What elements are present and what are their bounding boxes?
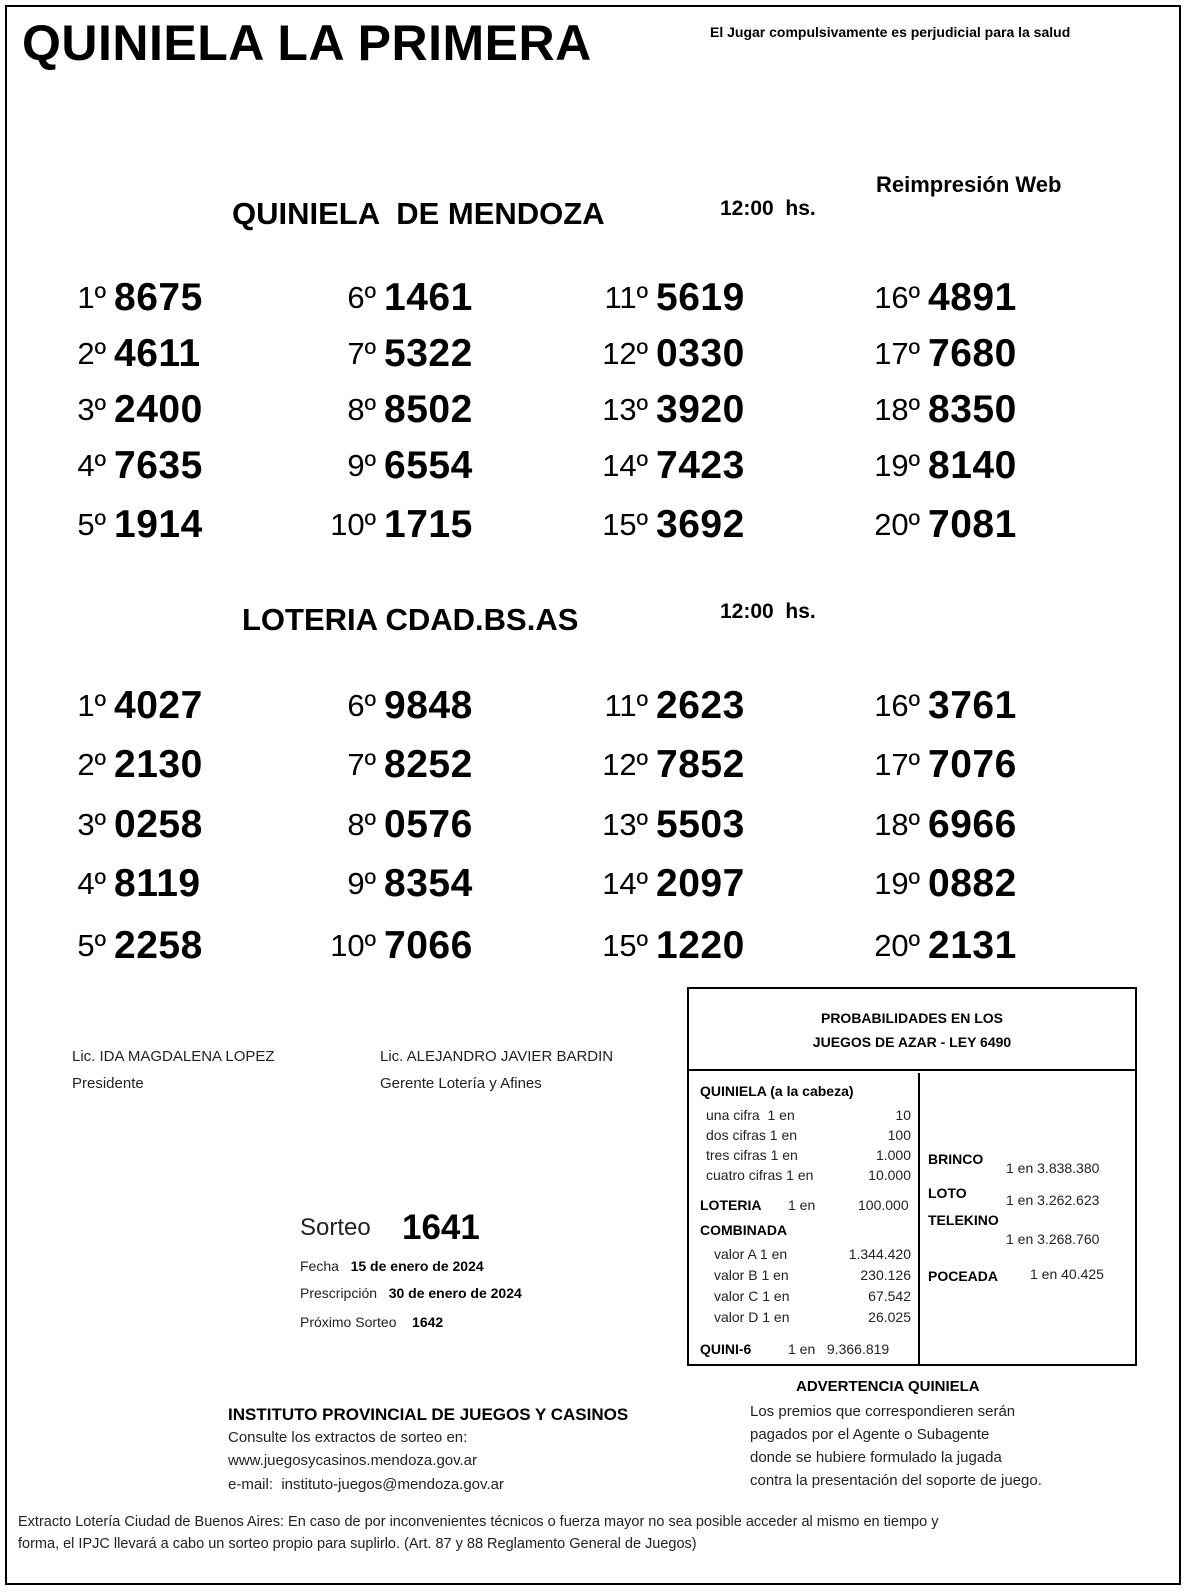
result-number: 5503: [656, 803, 745, 846]
result-number: 7423: [656, 444, 745, 487]
result-number: 4891: [928, 276, 1017, 319]
prob-row-value: 1.000: [875, 1147, 911, 1163]
result-number: 2131: [928, 924, 1017, 967]
prob-row-value: 26.025: [868, 1309, 911, 1325]
page-title: QUINIELA LA PRIMERA: [22, 15, 592, 71]
result-number: 7680: [928, 332, 1017, 375]
result-number: 8252: [384, 743, 473, 786]
result-position: 7º: [347, 336, 376, 371]
poceada-prob-value: 1 en 40.425: [1030, 1266, 1104, 1282]
advertencia-title: ADVERTENCIA QUINIELA: [796, 1378, 980, 1395]
signature-right-name: Lic. ALEJANDRO JAVIER BARDIN: [380, 1048, 614, 1065]
telekino-prob-label: TELEKINO: [928, 1212, 999, 1228]
signature-left-role: Presidente: [72, 1075, 144, 1092]
result-position: 6º: [347, 688, 376, 723]
prob-row-value: 10: [895, 1107, 911, 1123]
result-number: 7076: [928, 743, 1017, 786]
prescripcion-label: Prescripción: [300, 1285, 378, 1301]
result-position: 11º: [604, 280, 648, 315]
loto-prob-label: LOTO: [928, 1185, 967, 1201]
advertencia-line: Los premios que correspondieren serán: [750, 1403, 1016, 1420]
advertencia-line: pagados por el Agente o Subagente: [750, 1426, 990, 1443]
result-position: 15º: [602, 928, 648, 963]
result-position: 16º: [874, 688, 920, 723]
result-position: 7º: [347, 747, 376, 782]
draw-time-ciudad: 12:00 hs.: [720, 600, 816, 623]
prescripcion-row: [300, 1285, 522, 1301]
advertencia-line: donde se hubiere formulado la jugada: [750, 1449, 1002, 1466]
result-position: 15º: [602, 507, 648, 542]
draw-time-mendoza: 12:00 hs.: [720, 197, 816, 220]
result-number: 7635: [114, 444, 203, 487]
result-position: 17º: [874, 747, 920, 782]
health-warning: El Jugar compulsivamente es perjudicial para la salud: [710, 24, 1071, 40]
result-position: 6º: [347, 280, 376, 315]
footer-line2: forma, el IPJC llevará a cabo un sorteo propio para suplirlo. (Art. 87 y 88 Reglamento General de Juegos): [18, 1536, 697, 1552]
loteria-prob-en: 1 en: [788, 1197, 816, 1213]
prob-row-label: una cifra 1 en: [706, 1107, 795, 1123]
result-number: 2130: [114, 743, 203, 786]
result-position: 19º: [874, 448, 920, 483]
prob-row-value: 1.344.420: [848, 1246, 911, 1262]
fecha-value: 15 de enero de 2024: [350, 1258, 484, 1274]
result-position: 1º: [77, 688, 106, 723]
result-number: 1914: [114, 503, 203, 546]
quini6-prob-value: 1 en 9.366.819: [788, 1341, 890, 1357]
result-number: 1220: [656, 924, 745, 967]
prob-row-value: 10.000: [868, 1167, 911, 1183]
result-number: 1715: [384, 503, 473, 546]
prob-row-label: valor D 1 en: [714, 1309, 790, 1325]
result-number: 4611: [114, 332, 201, 375]
result-number: 0258: [114, 803, 203, 846]
result-number: 8502: [384, 388, 473, 431]
result-number: 7852: [656, 743, 745, 786]
loteria-prob-label: LOTERIA: [700, 1197, 762, 1213]
prescripcion-value: 30 de enero de 2024: [388, 1285, 522, 1301]
proximo-label: Próximo Sorteo: [300, 1314, 397, 1330]
prob-row-label: valor C 1 en: [714, 1288, 790, 1304]
result-position: 5º: [77, 507, 106, 542]
signature-right-role: Gerente Lotería y Afines: [380, 1075, 542, 1092]
institute-website: www.juegosycasinos.mendoza.gov.ar: [228, 1452, 478, 1469]
result-position: 1º: [77, 280, 106, 315]
quini6-prob-label: QUINI-6: [700, 1341, 752, 1357]
draw-title-ciudad: LOTERIA CDAD.BS.AS: [242, 602, 579, 637]
result-position: 10º: [330, 928, 376, 963]
result-number: 2623: [656, 684, 745, 727]
prob-title-line2: JUEGOS DE AZAR - LEY 6490: [812, 1034, 1012, 1050]
prob-row-label: valor A 1 en: [714, 1246, 788, 1262]
result-number: 3692: [656, 503, 745, 546]
result-position: 20º: [874, 928, 920, 963]
result-number: 9848: [384, 684, 473, 727]
advertencia-line: contra la presentación del soporte de juego.: [750, 1472, 1042, 1489]
result-position: 9º: [347, 448, 376, 483]
result-number: 6966: [928, 803, 1017, 846]
prob-row-value: 230.126: [860, 1267, 911, 1283]
reprint-label: Reimpresión Web: [876, 172, 1062, 197]
result-number: 2258: [114, 924, 203, 967]
fecha-label: Fecha: [300, 1258, 339, 1274]
institute-email: e-mail: instituto-juegos@mendoza.gov.ar: [228, 1476, 504, 1493]
result-number: 8354: [384, 862, 473, 905]
sorteo-number: 1641: [402, 1208, 480, 1247]
result-number: 8119: [114, 862, 201, 905]
result-number: 2400: [114, 388, 203, 431]
result-position: 18º: [874, 807, 920, 842]
result-position: 2º: [77, 747, 106, 782]
result-number: 4027: [114, 684, 203, 727]
result-position: 11º: [604, 688, 648, 723]
result-number: 1461: [384, 276, 473, 319]
poceada-prob-label: POCEADA: [928, 1268, 999, 1284]
probabilities-header: [687, 987, 1137, 1071]
result-position: 16º: [874, 280, 920, 315]
loto-prob-value: 1 en 3.262.623: [1006, 1192, 1100, 1208]
result-number: 5322: [384, 332, 473, 375]
fecha-row: [300, 1258, 484, 1274]
result-position: 10º: [330, 507, 376, 542]
proximo-value: 1642: [412, 1314, 444, 1330]
result-position: 18º: [874, 392, 920, 427]
brinco-prob-value: 1 en 3.838.380: [1006, 1160, 1100, 1176]
prob-row-value: 100: [887, 1127, 911, 1143]
result-number: 3920: [656, 388, 745, 431]
prob-row-label: dos cifras 1 en: [706, 1127, 798, 1143]
loteria-prob-value: 100.000: [858, 1197, 909, 1213]
institute-name: INSTITUTO PROVINCIAL DE JUEGOS Y CASINOS: [228, 1405, 629, 1424]
prob-row-label: cuatro cifras 1 en: [706, 1167, 814, 1183]
result-position: 13º: [602, 392, 648, 427]
result-position: 4º: [77, 866, 106, 901]
result-position: 12º: [602, 336, 648, 371]
result-position: 12º: [602, 747, 648, 782]
result-number: 8140: [928, 444, 1017, 487]
prob-title-line1: PROBABILIDADES EN LOS: [820, 1010, 1003, 1026]
prob-row-label: valor B 1 en: [714, 1267, 789, 1283]
result-position: 14º: [602, 448, 648, 483]
footer-line1: Extracto Lotería Ciudad de Buenos Aires: En caso de por inconvenientes técnicos o fuerza mayor no sea posible acceder al mismo en tiempo y: [18, 1514, 939, 1530]
quiniela-prob-title: QUINIELA (a la cabeza): [700, 1083, 854, 1099]
result-position: 14º: [602, 866, 648, 901]
result-number: 7081: [928, 503, 1017, 546]
result-position: 20º: [874, 507, 920, 542]
result-position: 5º: [77, 928, 106, 963]
result-number: 6554: [384, 444, 473, 487]
result-number: 0576: [384, 803, 473, 846]
result-position: 17º: [874, 336, 920, 371]
prob-row-label: tres cifras 1 en: [706, 1147, 798, 1163]
result-number: 5619: [656, 276, 745, 319]
result-position: 3º: [77, 392, 106, 427]
prob-row-value: 67.542: [868, 1288, 911, 1304]
result-position: 8º: [347, 807, 376, 842]
result-position: 9º: [347, 866, 376, 901]
result-number: 3761: [928, 684, 1017, 727]
result-position: 3º: [77, 807, 106, 842]
result-number: 7066: [384, 924, 473, 967]
result-number: 0330: [656, 332, 745, 375]
result-position: 4º: [77, 448, 106, 483]
result-position: 19º: [874, 866, 920, 901]
result-number: 2097: [656, 862, 745, 905]
brinco-prob-label: BRINCO: [928, 1151, 984, 1167]
result-position: 2º: [77, 336, 106, 371]
result-number: 8350: [928, 388, 1017, 431]
proximo-row: [300, 1314, 443, 1330]
result-number: 0882: [928, 862, 1017, 905]
result-number: 8675: [114, 276, 203, 319]
sorteo-label: Sorteo: [300, 1214, 371, 1241]
result-position: 8º: [347, 392, 376, 427]
telekino-prob-value: 1 en 3.268.760: [1006, 1231, 1100, 1247]
signature-left-name: Lic. IDA MAGDALENA LOPEZ: [72, 1048, 275, 1065]
prob-column-divider: [918, 1073, 920, 1364]
institute-line1: Consulte los extractos de sorteo en:: [228, 1429, 468, 1446]
result-position: 13º: [602, 807, 648, 842]
draw-title-mendoza: QUINIELA DE MENDOZA: [232, 196, 605, 231]
combinada-prob-title: COMBINADA: [700, 1222, 788, 1238]
